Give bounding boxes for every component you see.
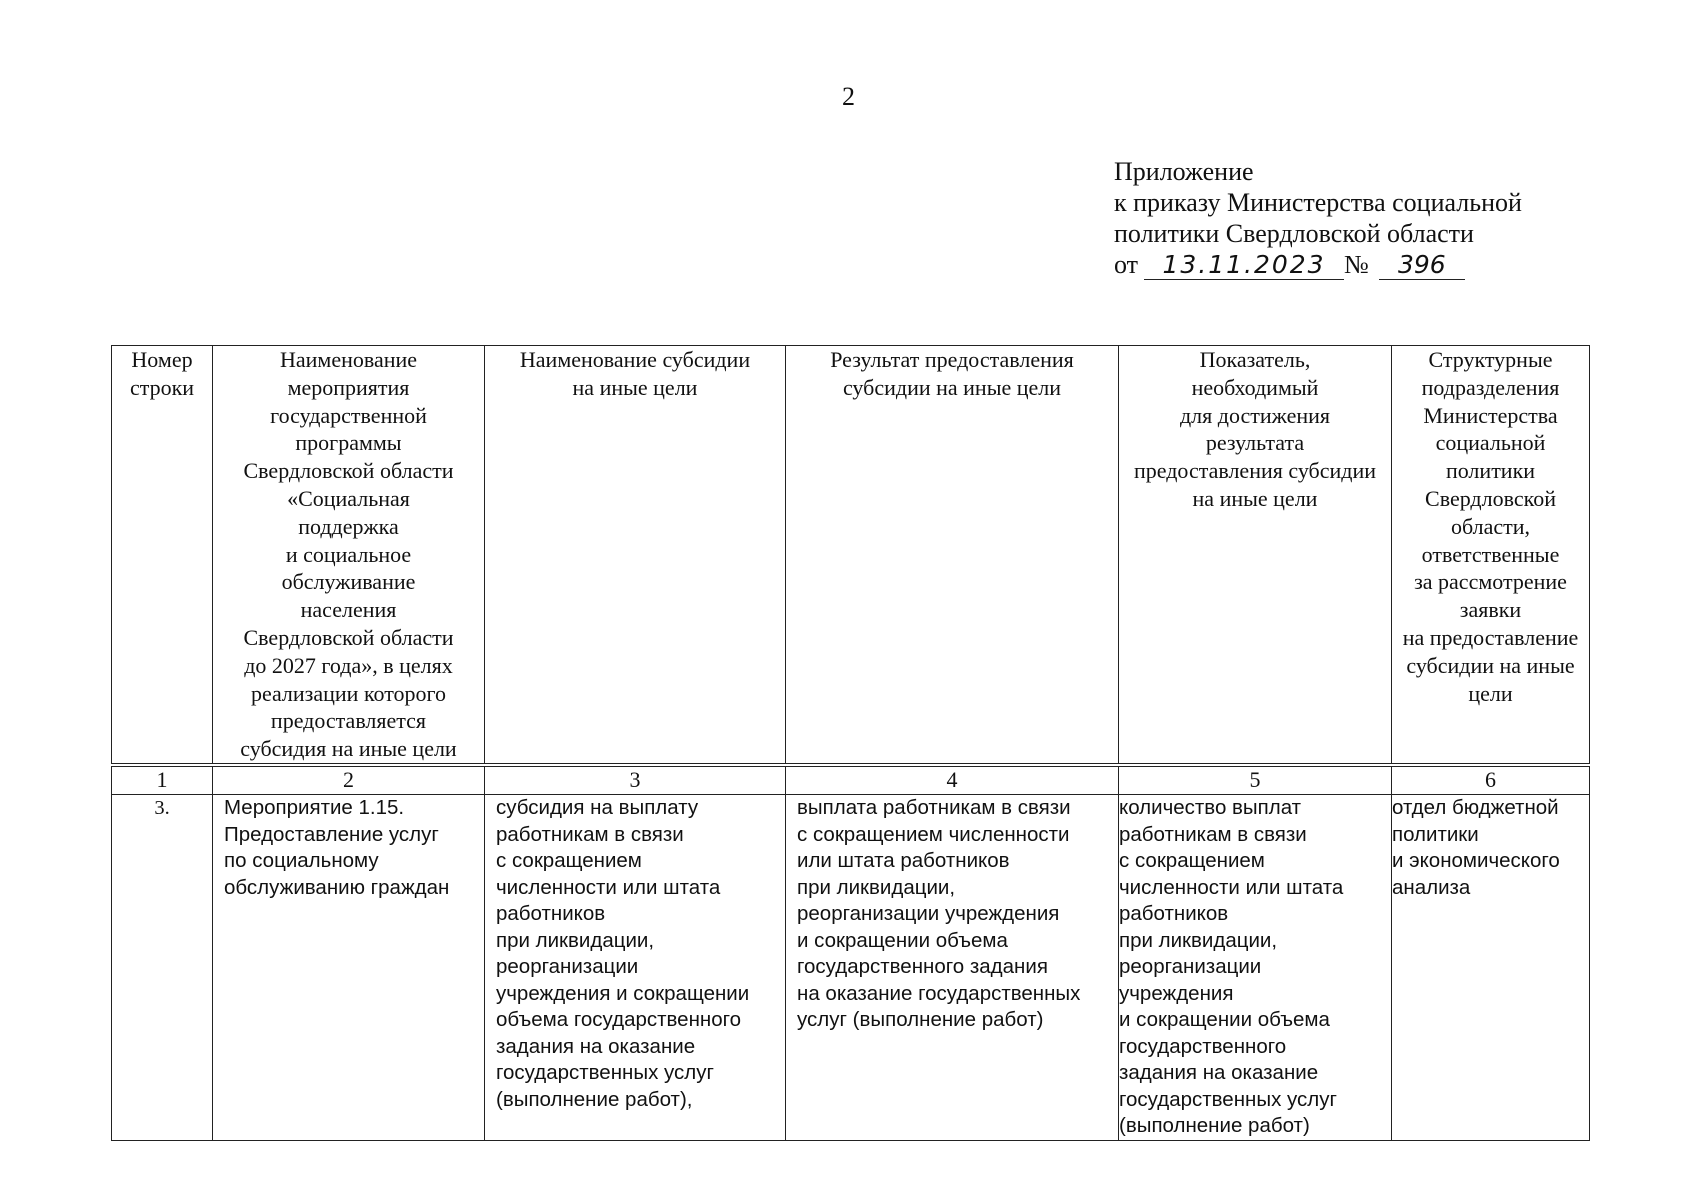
subsidy-table	[111, 345, 1590, 1141]
appendix-title: Приложение	[1114, 157, 1254, 186]
appendix-date-line	[1114, 249, 1522, 280]
event-cell: Мероприятие 1.15. Предоставление услуг по социальному обслуживанию граждан	[213, 795, 485, 1141]
appendix-block	[1114, 156, 1522, 280]
table-row	[112, 795, 1590, 1141]
department-cell: отдел бюджетной политики и экономического анализа	[1392, 795, 1590, 1141]
header-event-name: Наименование мероприятия государственной программы Свердловской области «Социальная поддержка и социальное обслуживание населения Свердловской области до 2027 года», в целях реализации которого предоставляется субсидия на иные цели	[213, 346, 485, 765]
column-number: 3	[485, 765, 786, 795]
header-subsidy-result: Результат предоставления субсидии на иные цели	[786, 346, 1119, 765]
number-sign: №	[1344, 250, 1369, 279]
appendix-ministry-line: политики Свердловской области	[1114, 219, 1474, 248]
column-number: 5	[1119, 765, 1392, 795]
page-number: 2	[842, 82, 855, 111]
handwritten-date: 13.11.2023	[1144, 251, 1344, 280]
appendix-from-prefix: от	[1114, 250, 1139, 279]
subsidy-cell: субсидия на выплату работникам в связи с сокращением численности или штата работников при ликвидации, реорганизации учреждения и сокращении объема государственного задания на оказание государственных услуг (выполнение работ),	[485, 795, 786, 1141]
appendix-order-line: к приказу Министерства социальной	[1114, 188, 1522, 217]
header-departments: Структурные подразделения Министерства социальной политики Свердловской области, ответственные за рассмотрение заявки на предоставление субсидии на иные цели	[1392, 346, 1590, 765]
column-number: 1	[112, 765, 213, 795]
result-cell: выплата работникам в связи с сокращением численности или штата работников при ликвидации, реорганизации учреждения и сокращении объема государственного задания на оказание государственных услуг (выполнение работ)	[786, 795, 1119, 1141]
column-number-row	[112, 765, 1590, 795]
row-number: 3.	[112, 795, 213, 1141]
header-subsidy-name: Наименование субсидии на иные цели	[485, 346, 786, 765]
column-number: 6	[1392, 765, 1590, 795]
header-row-number: Номер строки	[112, 346, 213, 765]
column-number: 2	[213, 765, 485, 795]
indicator-cell: количество выплат работникам в связи с сокращением численности или штата работников при ликвидации, реорганизации учреждения и сокращении объема государственного задания на оказание государственных услуг (выполнение работ)	[1119, 795, 1392, 1141]
table-header-row	[112, 346, 1590, 765]
column-number: 4	[786, 765, 1119, 795]
header-indicator: Показатель, необходимый для достижения результата предоставления субсидии на иные цели	[1119, 346, 1392, 765]
handwritten-order-number: 396	[1379, 251, 1465, 280]
